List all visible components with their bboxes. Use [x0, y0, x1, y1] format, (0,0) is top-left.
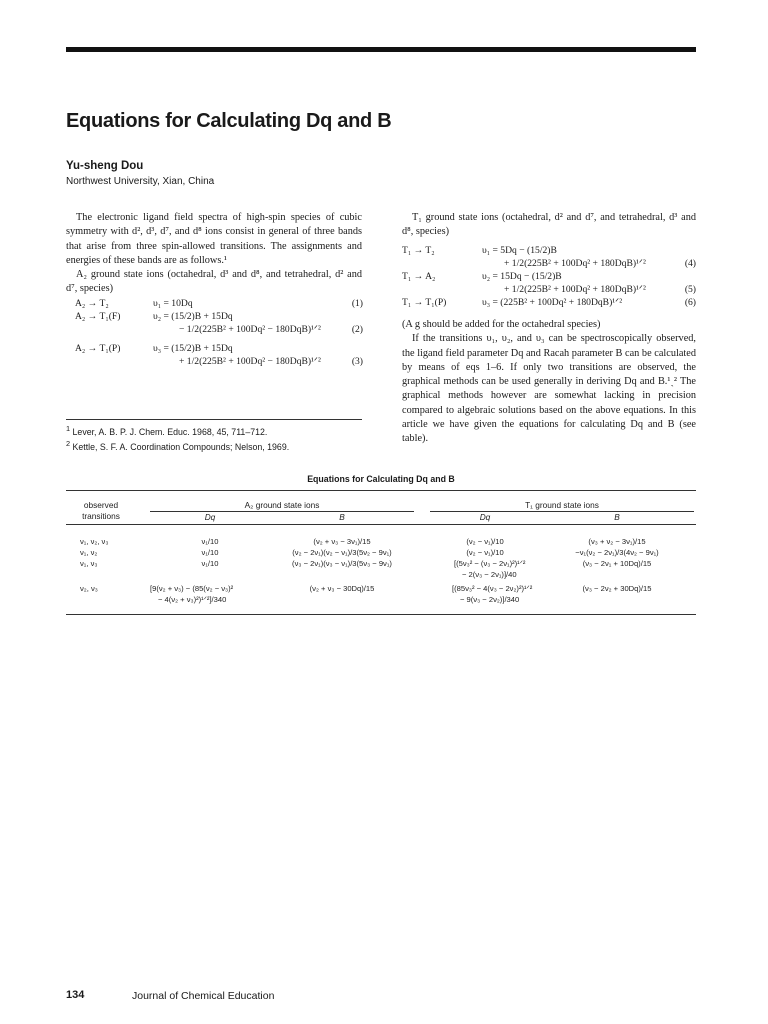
a2-equations	[75, 297, 363, 368]
footnote-1: $^1$ Lever, A. B. P. J. Chem. Educ. 1968, 45, 711–712.	[66, 424, 268, 437]
table-cell-observed: ν₂, ν₃	[80, 584, 98, 593]
footnote-rule	[66, 419, 362, 420]
equation-number: (5)	[684, 284, 696, 295]
header-t1-dq: Dq	[479, 512, 491, 522]
equation-text: υ₃ = (225B² + 100Dq² + 180DqB)¹ᐟ²	[482, 297, 623, 308]
footnote-2: $^2$ Kettle, S. F. A. Coordination Compounds; Nelson, 1969.	[66, 439, 290, 453]
table-cell-t1-dq: [(5ν₃² − (ν₃ − 2ν₁)²)¹ᐟ²	[454, 559, 526, 568]
equation-continuation	[402, 283, 696, 296]
equation-number: (3)	[351, 356, 363, 367]
right-column-intro	[402, 211, 696, 240]
octahedral-note: (A g should be added for the octahedral species)	[402, 319, 601, 330]
header-observed: observed transitions	[82, 500, 120, 521]
table-cell-t1-b: (ν₃ − 2ν₂ + 30Dq)/15	[582, 584, 652, 593]
body-paragraph: If the transitions υ₁, υ₂, and υ₃ can be spectroscopically observed, the ligand field parameter Dq and Racah parameter B can be calculated by means of eqs 1–6. If only two transitions are observed, the graphical methods can be used generally in deriving Dq and B.¹ˏ² The graphical methods however are somewhat lacking in precision compared to algebraic solutions based on the above equations. In this article we have given the equations for calculating Dq and B (see table).	[402, 333, 696, 445]
equation-row	[75, 310, 363, 323]
page-number: 134	[66, 989, 85, 1001]
transition-label: T₁ → A₂	[402, 271, 436, 282]
header-t1-group: T₁ ground state ions	[525, 500, 599, 510]
author-name: Yu-sheng Dou	[66, 160, 144, 172]
equation-continuation	[75, 323, 363, 336]
table-bottom-rule	[66, 614, 696, 615]
table-cell-t1-b: (ν₃ + ν₂ − 3ν₁)/15	[588, 537, 646, 546]
transition-label: A₂ → T₁(P)	[75, 343, 121, 354]
equation-row	[75, 342, 363, 355]
header-bottom-rule	[66, 524, 696, 525]
transition-label: T₁ → T₁(P)	[402, 297, 447, 308]
journal-name: Journal of Chemical Education	[132, 990, 275, 1002]
table-cell-observed: ν₁, ν₃	[80, 559, 98, 568]
intro-paragraph: The electronic ligand field spectra of high-spin species of cubic symmetry with d², d³, d⁷, and d⁸ ions consist in general of three bands that arise from three spin-allowed transitions. The assignments and energies of these bands are as follows.¹	[66, 212, 362, 266]
table-top-rule	[66, 490, 696, 491]
table-cell-observed: ν₁, ν₂, ν₃	[80, 537, 109, 546]
table-cell-t1-dq-continued: − 9(ν₃ − 2ν₂)]/340	[460, 595, 520, 604]
table-cell-a2-dq-continued: − 4(ν₂ + ν₃)²)¹ᐟ²]/340	[158, 595, 227, 604]
equation-text: υ₂ = 15Dq − (15/2)B	[482, 271, 562, 282]
table-cell-a2-b: (ν₂ + ν₃ − 30Dq)/15	[309, 584, 375, 593]
equation-text: υ₃ = (15/2)B + 15Dq	[153, 343, 233, 354]
table-cell-t1-dq: [(85ν₃² − 4(ν₃ − 2ν₂)²)¹ᐟ²	[452, 584, 533, 593]
equation-row	[402, 244, 696, 257]
transition-label: T₁ → T₂	[402, 245, 435, 256]
table-cell-t1-dq: (ν₂ − ν₁)/10	[466, 537, 504, 546]
equation-text: − 1/2(225B² + 100Dq² − 180DqB)¹ᐟ²	[179, 324, 321, 335]
table-cell-observed: ν₁, ν₂	[80, 548, 98, 557]
header-a2-dq: Dq	[204, 512, 216, 522]
equation-continuation	[75, 355, 363, 368]
table-cell-a2-dq: ν₁/10	[201, 537, 219, 546]
table-cell-a2-dq: [9(ν₂ + ν₃) − (85(ν₂ − ν₃)²	[150, 584, 234, 593]
footnotes	[66, 423, 366, 454]
equation-row	[402, 296, 696, 309]
equation-row	[75, 297, 363, 310]
article-title: Equations for Calculating Dq and B	[66, 110, 392, 132]
t1-equations	[402, 244, 696, 309]
header-t1-b: B	[614, 512, 620, 522]
header-a2-group: A₂ ground state ions	[244, 500, 320, 510]
table-cell-a2-dq: ν₁/10	[201, 559, 219, 568]
table-cell-t1-dq-continued: − 2(ν₃ − 2ν₁)]/40	[462, 570, 517, 579]
top-rule	[66, 47, 696, 52]
equation-text: + 1/2(225B² + 100Dq² − 180DqB)¹ᐟ²	[179, 356, 321, 367]
equation-text: + 1/2(225B² + 100Dq² + 180DqB)¹ᐟ²	[504, 258, 646, 269]
table-cell-t1-b: −ν₁(ν₂ − 2ν₁)/3(4ν₂ − 9ν₁)	[575, 548, 659, 557]
equation-continuation	[402, 257, 696, 270]
table-cell-t1-b: (ν₃ − 2ν₁ + 10Dq)/15	[582, 559, 652, 568]
equation-number: (2)	[351, 324, 363, 335]
table-cell-a2-dq: ν₁/10	[201, 548, 219, 557]
author-affiliation: Northwest University, Xian, China	[66, 176, 215, 187]
table-cell-a2-b: (ν₂ + ν₃ − 3ν₁)/15	[313, 537, 371, 546]
equation-text: + 1/2(225B² + 100Dq² + 180DqB)¹ᐟ²	[504, 284, 646, 295]
equation-text: υ₂ = (15/2)B + 15Dq	[153, 311, 233, 322]
equation-row	[402, 270, 696, 283]
equation-number: (6)	[684, 297, 696, 308]
right-column-body	[402, 318, 696, 447]
header-a2-b: B	[339, 512, 345, 522]
transition-label: A₂ → T₂	[75, 298, 109, 309]
equation-number: (4)	[684, 258, 696, 269]
table-cell-a2-b: (ν₃ − 2ν₁)(ν₃ − ν₁)/3(5ν₃ − 9ν₁)	[292, 559, 392, 568]
a2-intro-paragraph: A₂ ground state ions (octahedral, d³ and d⁸, and tetrahedral, d² and d⁷, species)	[66, 269, 362, 295]
equation-number: (1)	[351, 298, 363, 309]
transition-label: A₂ → T₁(F)	[75, 311, 121, 322]
t1-intro-paragraph: T₁ ground state ions (octahedral, d² and d⁷, and tetrahedral, d³ and d⁸, species)	[402, 212, 696, 238]
table-cell-t1-dq: (ν₂ − ν₁)/10	[466, 548, 504, 557]
equation-text: υ₁ = 10Dq	[153, 298, 193, 309]
left-column	[66, 211, 362, 297]
equation-text: υ₁ = 5Dq − (15/2)B	[482, 245, 557, 256]
table-cell-a2-b: (ν₂ − 2ν₁)(ν₂ − ν₁)/3(5ν₂ − 9ν₁)	[292, 548, 392, 557]
table-caption: Equations for Calculating Dq and B	[307, 474, 455, 484]
